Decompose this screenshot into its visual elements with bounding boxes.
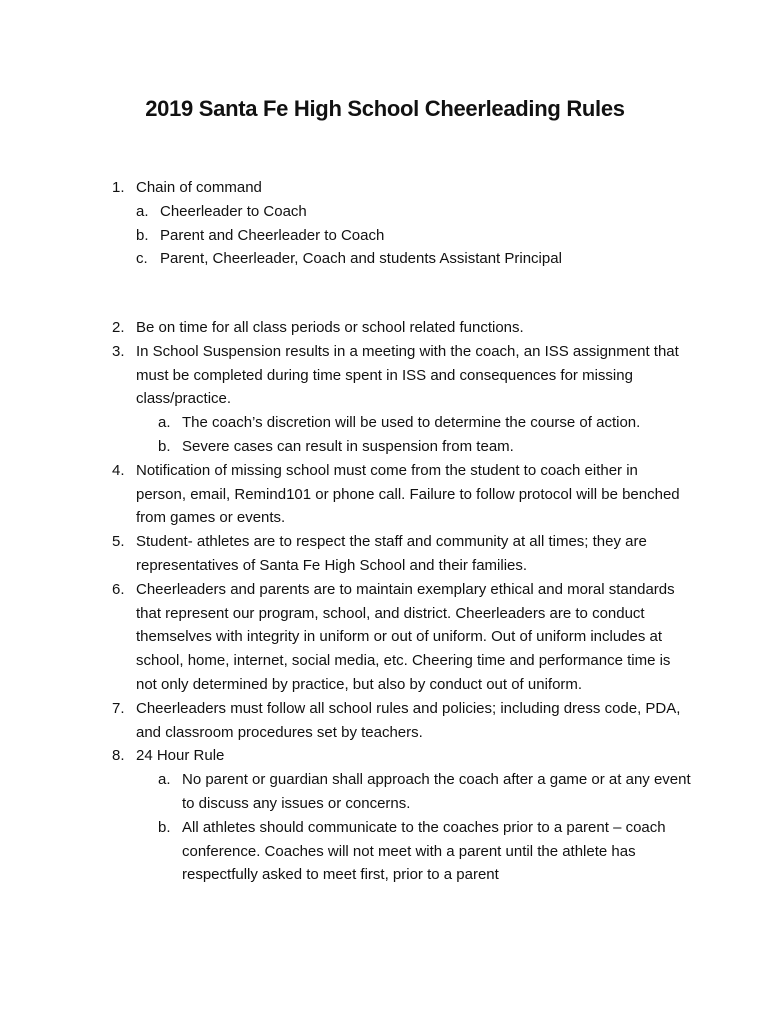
rule-item-2 bbox=[112, 316, 692, 340]
rule-text: Chain of command bbox=[136, 179, 262, 196]
rules-list-part-2 bbox=[112, 316, 692, 887]
rule-number: 3. bbox=[112, 342, 125, 360]
sub-text: Cheerleader to Coach bbox=[160, 202, 307, 220]
rule-text: Notification of missing school must come from the student to coach either in person, email, Remind101 or phone call. Failure to follow protocol will be benched from games or events. bbox=[136, 461, 680, 527]
rules-list-part-1 bbox=[112, 176, 692, 271]
sub-text: Parent and Cheerleader to Coach bbox=[160, 226, 385, 244]
rule-text: 24 Hour Rule bbox=[136, 747, 225, 765]
sub-letter: b. bbox=[158, 818, 171, 836]
sub-letter: b. bbox=[158, 437, 171, 455]
sub-text: The coach’s discretion will be used to determine the course of action. bbox=[182, 414, 641, 432]
rule-number: 1. bbox=[112, 179, 125, 196]
sub-list bbox=[136, 200, 692, 271]
sub-item bbox=[158, 768, 692, 816]
rule-text: Cheerleaders must follow all school rules and policies; including dress code, PDA, and classroom procedures set by teachers. bbox=[136, 699, 681, 741]
sub-item bbox=[158, 435, 692, 459]
sub-text: No parent or guardian shall approach the coach after a game or at any event to discuss any issues or concerns. bbox=[182, 771, 691, 812]
sub-letter: a. bbox=[158, 771, 171, 789]
rule-number: 4. bbox=[112, 461, 125, 479]
rule-text: Student- athletes are to respect the staff and community at all times; they are representatives of Santa Fe High School and their families. bbox=[136, 533, 647, 574]
sub-item bbox=[158, 816, 692, 887]
rule-item-4 bbox=[112, 459, 692, 530]
rule-item-7 bbox=[112, 697, 692, 745]
rule-item-5 bbox=[112, 530, 692, 578]
sub-item bbox=[136, 200, 692, 224]
rule-item-1 bbox=[112, 176, 692, 271]
rule-number: 6. bbox=[112, 580, 125, 598]
rule-text: In School Suspension results in a meeting with the coach, an ISS assignment that must be completed during time spent in ISS and consequences for missing class/practice. bbox=[136, 342, 679, 408]
sub-item bbox=[136, 247, 692, 271]
sub-list bbox=[158, 768, 692, 887]
rule-item-8 bbox=[112, 744, 692, 887]
rule-number: 8. bbox=[112, 747, 125, 765]
sub-text: Parent, Cheerleader, Coach and students Assistant Principal bbox=[160, 250, 562, 268]
rule-number: 5. bbox=[112, 533, 125, 551]
rule-number: 2. bbox=[112, 319, 125, 336]
rule-item-6 bbox=[112, 578, 692, 697]
sub-item bbox=[158, 411, 692, 435]
sub-letter: a. bbox=[158, 414, 171, 432]
sub-text: Severe cases can result in suspension from team. bbox=[182, 437, 514, 455]
rule-text: Be on time for all class periods or school related functions. bbox=[136, 319, 524, 336]
sub-letter: c. bbox=[136, 250, 148, 268]
rule-item-3 bbox=[112, 340, 692, 459]
sub-list bbox=[158, 411, 692, 459]
sub-item bbox=[136, 224, 692, 248]
sub-text: All athletes should communicate to the coaches prior to a parent – coach conference. Coaches will not meet with a parent until the athlete has respectfully asked to meet first, prior to a parent bbox=[182, 818, 666, 884]
sub-letter: b. bbox=[136, 226, 149, 244]
document-title: 2019 Santa Fe High School Cheerleading Rules bbox=[145, 96, 625, 121]
rule-number: 7. bbox=[112, 699, 125, 717]
rule-text: Cheerleaders and parents are to maintain exemplary ethical and moral standards that represent our program, school, and district. Cheerleaders are to conduct themselves with integrity in uniform or out of uniform. Out of uniform includes at school, home, internet, social media, etc. Cheering time and performance time is not only determined by practice, but also by conduct out of uniform. bbox=[136, 580, 675, 693]
sub-letter: a. bbox=[136, 202, 149, 220]
